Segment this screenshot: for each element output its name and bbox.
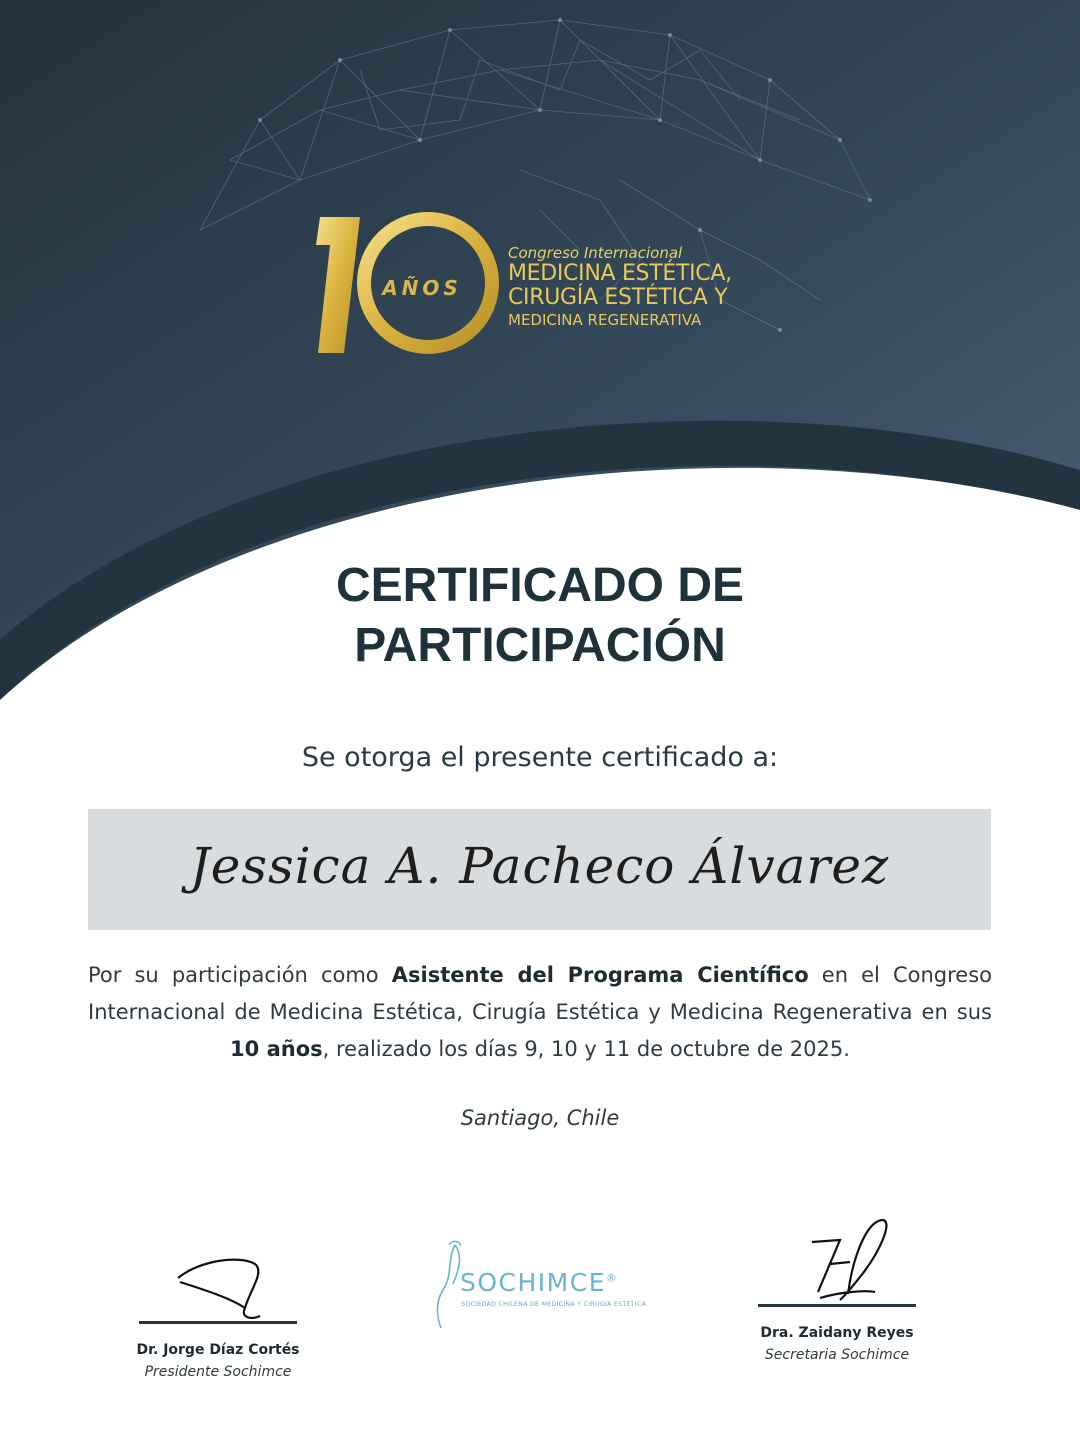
congress-title-block — [508, 244, 732, 330]
certificate-title-line-1: CERTIFICADO DE — [336, 559, 744, 612]
right-signature-line — [758, 1304, 916, 1307]
body-part-3: , realizado los días 9, 10 y 11 de octubre de 2025. — [322, 1037, 850, 1061]
recipient-name: Jessica A. Pacheco Álvarez — [189, 837, 890, 895]
certificate-body — [88, 957, 992, 1068]
city-text: Santiago, Chile — [460, 1106, 620, 1130]
awarded-to-text: Se otorga el presente certificado a: — [301, 742, 779, 773]
body-part-2: en el Congreso Internacional de Medicina Estética, Cirugía Estética y Medicina Regenerativa en sus — [88, 963, 992, 1024]
recipient-name-box — [88, 809, 991, 930]
right-signer-role: Secretaria Sochimce — [764, 1347, 910, 1363]
sochimce-name — [460, 1268, 619, 1297]
certificate-title-line-2: PARTICIPACIÓN — [354, 619, 726, 672]
congress-line-2: MEDICINA ESTÉTICA, — [508, 261, 732, 286]
sochimce-name-text: SOCHIMCE — [460, 1268, 606, 1297]
congress-line-4: MEDICINA REGENERATIVA — [508, 311, 702, 329]
left-signature-line — [139, 1321, 297, 1324]
right-signer-name: Dra. Zaidany Reyes — [760, 1325, 914, 1341]
body-years: 10 años — [230, 1037, 323, 1061]
sochimce-subtitle: SOCIEDAD CHILENA DE MEDICINA Y CIRUGÍA ESTÉTICA — [461, 1300, 647, 1308]
logo-anos-text: AÑOS — [382, 276, 462, 300]
body-role: Asistente del Programa Científico — [391, 963, 809, 987]
left-signer-name: Dr. Jorge Díaz Cortés — [136, 1342, 300, 1358]
body-part-1: Por su participación como — [88, 963, 392, 987]
right-signature — [790, 1212, 900, 1307]
left-signature — [150, 1250, 280, 1325]
left-signer-role: Presidente Sochimce — [144, 1364, 292, 1380]
congress-line-3: CIRUGÍA ESTÉTICA Y — [508, 285, 728, 310]
registered-mark: ® — [606, 1271, 619, 1285]
congress-line-1: Congreso Internacional — [508, 244, 683, 262]
